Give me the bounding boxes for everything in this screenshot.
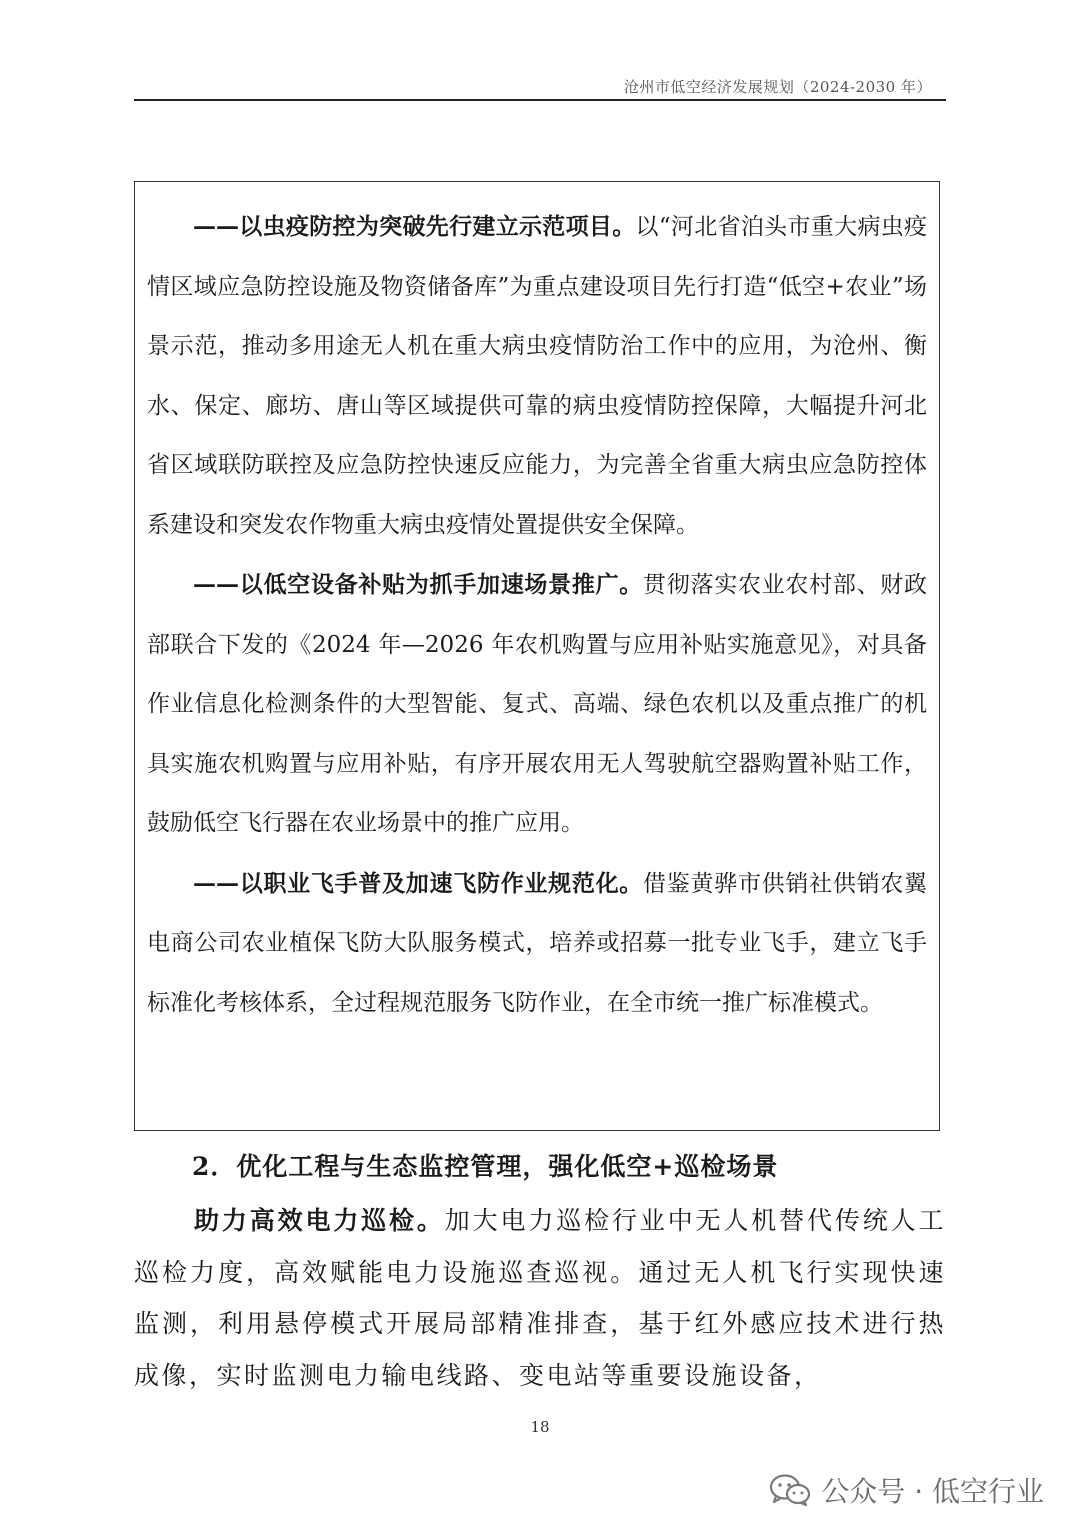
section-title: 2．优化工程与生态监控管理，强化低空+巡检场景 [192,1152,779,1181]
header-divider [134,99,946,101]
wechat-icon [769,1473,811,1507]
paragraph-text: 借鉴黄骅市供销社供销农翼电商公司农业植保飞防大队服务模式，培养或招募一批专业飞手，建立飞手标准化考核体系，全过程规范服务飞防作业，在全市统一推广标准模式。 [147,870,928,1016]
header-title: 沧州市低空经济发展规划（2024-2030 年） [623,78,932,96]
watermark [769,1470,1044,1510]
body-lead: 助力高效电力巡检。 [194,1206,445,1235]
paragraph-lead: ——以职业飞手普及加速飞防作业规范化。 [193,869,644,897]
body-text: 加大电力巡检行业中无人机替代传统人工巡检力度，高效赋能电力设施巡查巡视。通过无人机飞行实现快速监测，利用悬停模式开展局部精准排查，基于红外感应技术进行热成像，实时监测电力输电线路、变电站等重要设施设备， [134,1206,946,1390]
paragraph-lead: ——以虫疫防控为突破先行建立示范项目。 [193,213,636,240]
highlight-box [134,181,940,1131]
paragraph-text: 贯彻落实农业农村部、财政部联合下发的《2024 年—2026 年农机购置与应用补贴实施意见》，对具备作业信息化检测条件的大型智能、复式、高端、绿色农机以及重点推广的机具实施农机购置与应用补贴，有序开展农用无人驾驶航空器购置补贴工作，鼓励低空飞行器在农业场景中的推广应用。 [147,572,928,836]
page-number: 18 [530,1418,550,1436]
watermark-text: 公众号 · 低空行业 [821,1475,1044,1508]
box-paragraph [147,197,927,555]
box-paragraph [147,555,927,854]
box-paragraph [147,854,927,1034]
paragraph-lead: ——以低空设备补贴为抓手加速场景推广。 [193,571,644,598]
paragraph-text: 以“河北省泊头市重大病虫疫情区域应急防控设施及物资储备库”为重点建设项目先行打造“低空+农业”场景示范，推动多用途无人机在重大病虫疫情防治工作中的应用，为沧州、衡水、保定、廊坊、唐山等区域提供可靠的病虫疫情防控保障，大幅提升河北省区域联防联控及应急防控快速反应能力，为完善全省重大病虫应急防控体系建设和突发农作物重大病虫疫情处置提供安全保障。 [147,214,927,538]
body-paragraph [134,1195,946,1401]
